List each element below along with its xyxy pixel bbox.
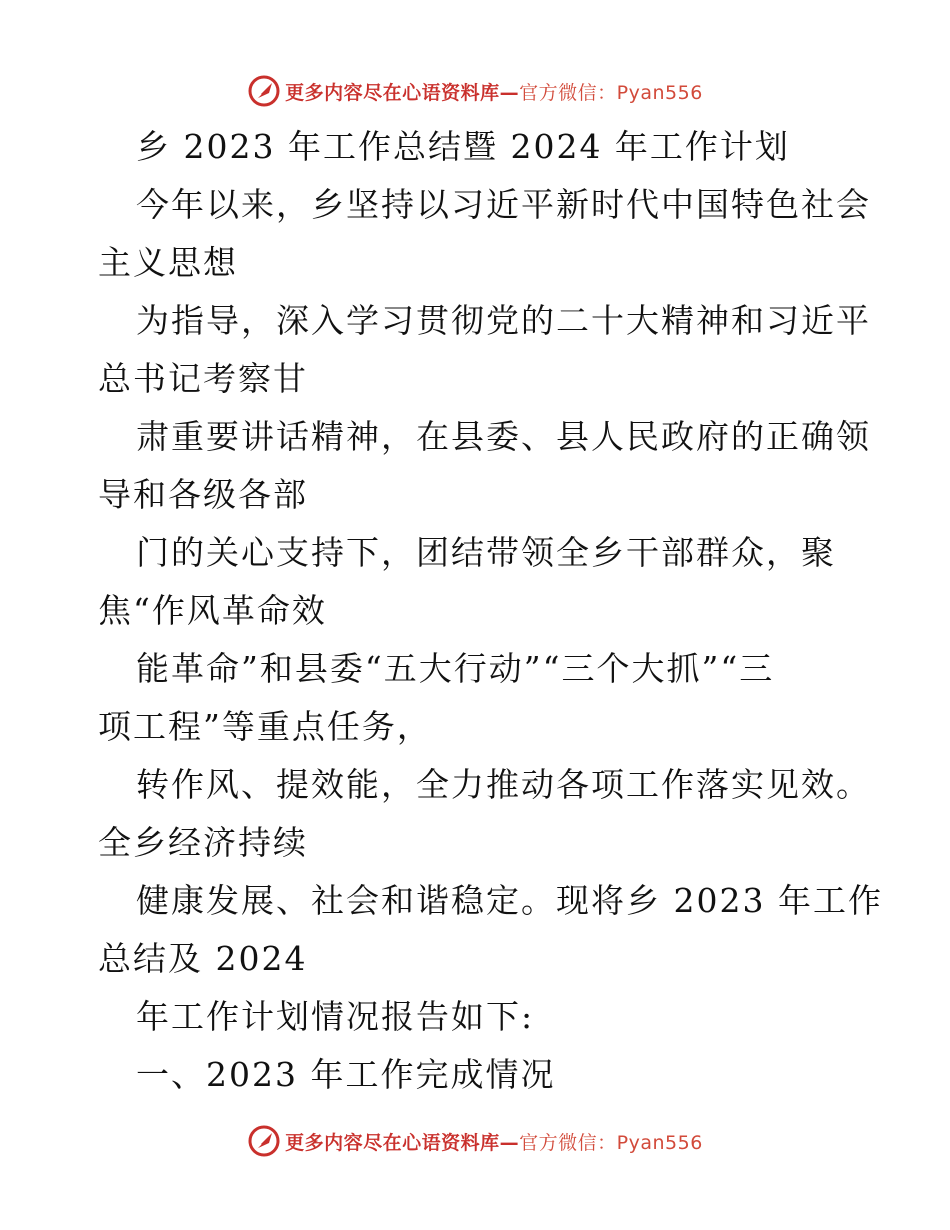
document-body: [98, 118, 883, 1104]
document-line: 转作风、提效能，全力推动各项工作落实见效。: [136, 765, 871, 804]
document-line: 导和各级各部: [98, 475, 308, 514]
document-line: 主义思想: [98, 243, 238, 282]
document-line: 全乡经济持续: [98, 823, 308, 862]
document-line: 乡 2023 年工作总结暨 2024 年工作计划: [136, 127, 790, 166]
document-line: 总书记考察甘: [98, 359, 308, 398]
document-line: 一、2023 年工作完成情况: [136, 1055, 556, 1094]
document-line: 能革命”和县委“五大行动”“三个大抓”“三: [136, 649, 775, 688]
watermark-footer: [0, 1121, 950, 1161]
quill-logo-icon: [247, 74, 281, 108]
watermark-text: 更多内容尽在心语资料库—官方微信：Pyan556: [285, 81, 703, 104]
document-line: 总结及 2024: [98, 939, 308, 978]
document-line: 门的关心支持下，团结带领全乡干部群众，聚: [136, 533, 836, 572]
document-line: 项工程”等重点任务，: [98, 707, 432, 746]
document-line: 焦“作风革命效: [98, 591, 327, 630]
quill-logo-icon: [247, 1124, 281, 1158]
document-line: 年工作计划情况报告如下:: [136, 997, 535, 1036]
document-line: 肃重要讲话精神，在县委、县人民政府的正确领: [136, 417, 871, 456]
watermark-text: 更多内容尽在心语资料库—官方微信：Pyan556: [285, 1131, 703, 1154]
watermark-header: [0, 71, 950, 111]
document-line: 健康发展、社会和谐稳定。现将乡 2023 年工作: [136, 881, 883, 920]
document-line: 今年以来，乡坚持以习近平新时代中国特色社会: [136, 185, 871, 224]
document-line: 为指导，深入学习贯彻党的二十大精神和习近平: [136, 301, 871, 340]
